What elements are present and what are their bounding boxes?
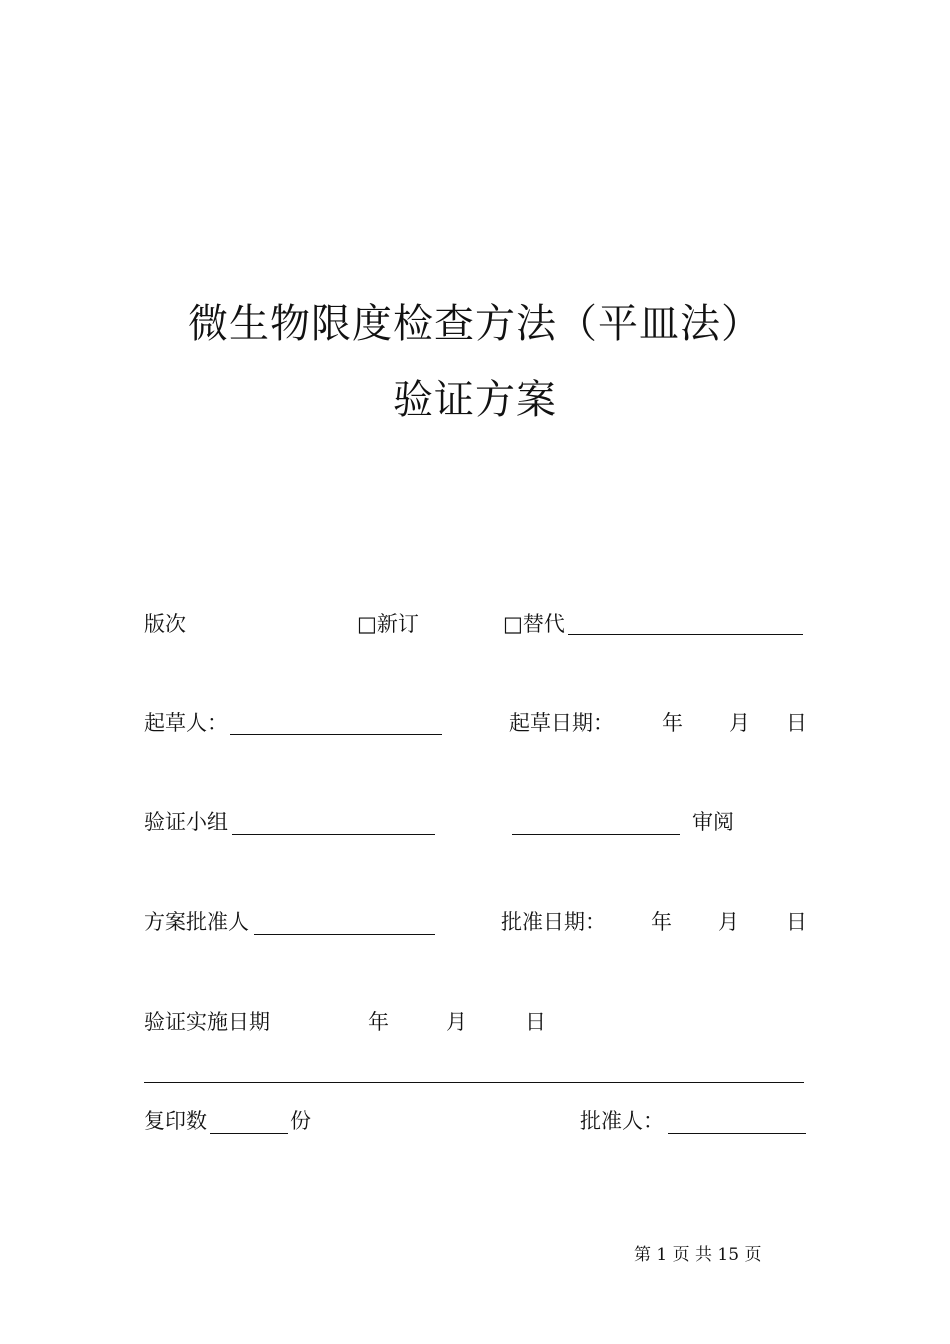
- copies-unit: 份: [290, 1109, 311, 1133]
- draft-date-label: 起草日期：: [509, 711, 614, 735]
- drafter-label: 起草人：: [144, 711, 228, 735]
- plan-approver-blank-line[interactable]: [254, 934, 435, 935]
- document-title-line1: 微生物限度检查方法（平皿法）: [188, 301, 762, 347]
- version-label: 版次: [144, 612, 186, 636]
- implementation-date-year: 年: [368, 1010, 389, 1034]
- implementation-date-label: 验证实施日期: [144, 1010, 270, 1034]
- approval-date-label: 批准日期：: [501, 910, 606, 934]
- version-option-new[interactable]: □新订: [357, 612, 419, 636]
- validation-team-blank-line[interactable]: [232, 834, 435, 835]
- draft-date-year: 年: [662, 711, 683, 735]
- review-label: 审阅: [692, 810, 734, 834]
- plan-approver-label: 方案批准人: [144, 910, 249, 934]
- draft-date-month: 月: [729, 711, 750, 735]
- copies-label: 复印数: [144, 1109, 207, 1133]
- approval-date-year: 年: [651, 910, 672, 934]
- implementation-date-day: 日: [525, 1010, 546, 1034]
- version-replace-blank-line[interactable]: [568, 634, 803, 635]
- approver-label: 批准人：: [580, 1109, 664, 1133]
- copies-blank-line[interactable]: [210, 1133, 288, 1134]
- validation-team-label: 验证小组: [144, 810, 228, 834]
- review-blank-line[interactable]: [512, 834, 680, 835]
- section-divider: [144, 1082, 804, 1083]
- version-option-replace[interactable]: □替代: [503, 612, 565, 636]
- draft-date-day: 日: [786, 711, 807, 735]
- page-number: 第 1 页 共 15 页: [634, 1245, 762, 1265]
- approver-blank-line[interactable]: [668, 1133, 806, 1134]
- approval-date-day: 日: [786, 910, 807, 934]
- document-title-line2: 验证方案: [393, 377, 557, 423]
- approval-date-month: 月: [718, 910, 739, 934]
- implementation-date-month: 月: [446, 1010, 467, 1034]
- drafter-blank-line[interactable]: [230, 734, 442, 735]
